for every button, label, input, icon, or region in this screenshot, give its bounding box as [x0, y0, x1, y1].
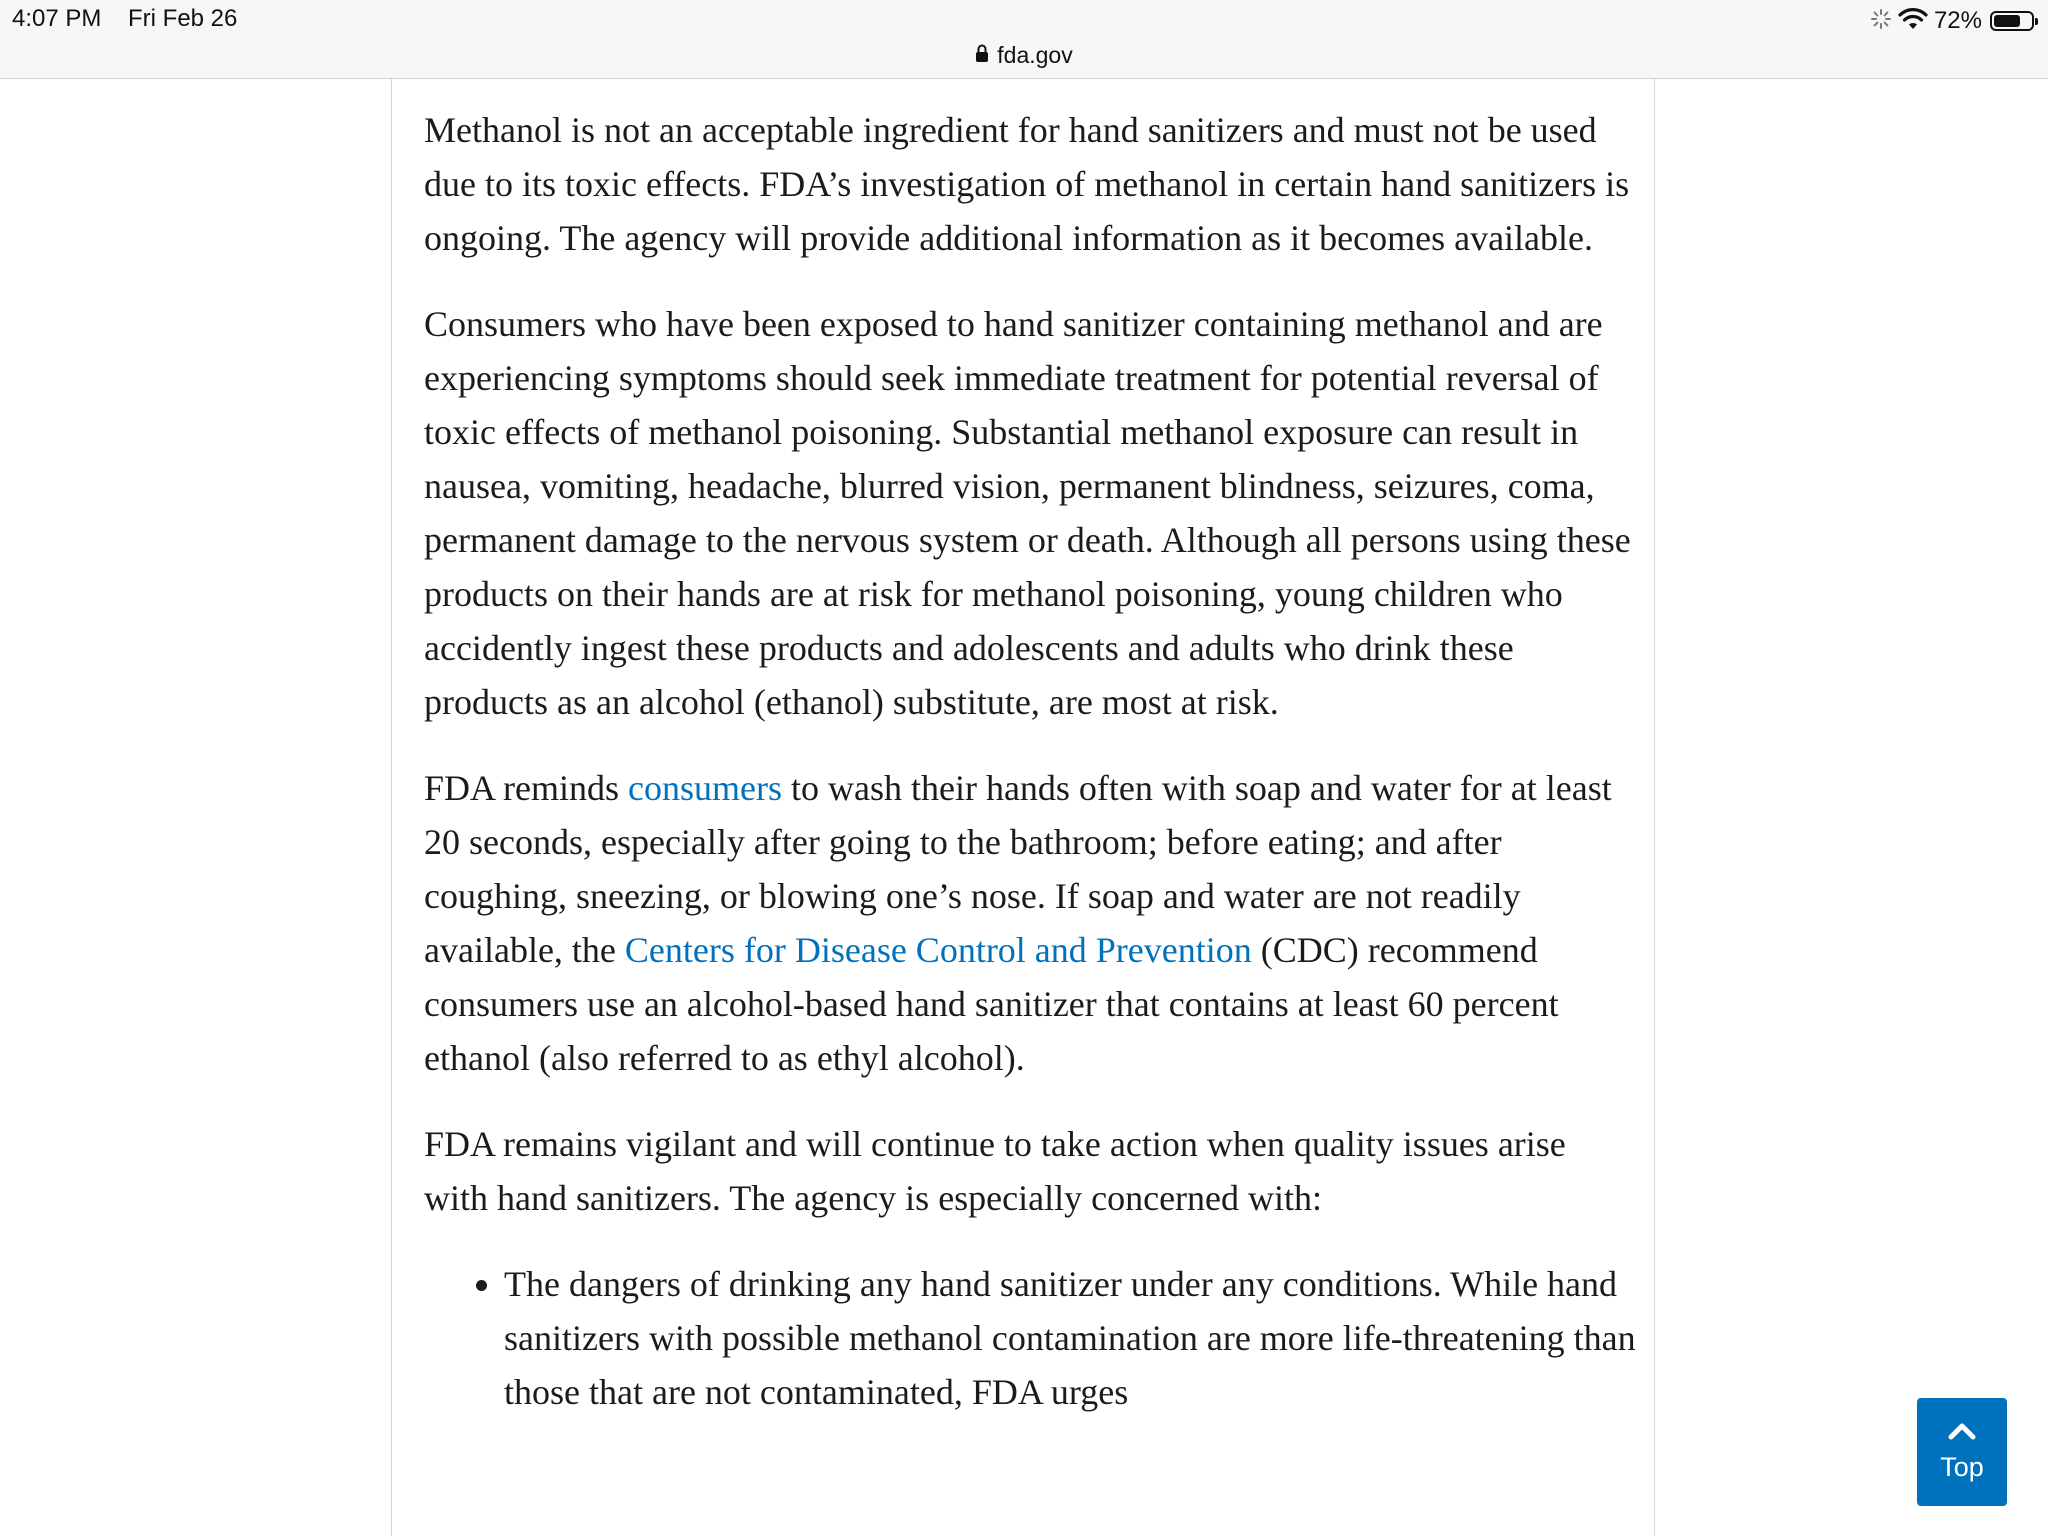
article-body	[424, 103, 1638, 1419]
status-bar	[0, 0, 2048, 79]
cdc-link[interactable]: Centers for Disease Control and Prevention	[624, 930, 1252, 970]
status-date: Fri Feb 26	[128, 5, 238, 32]
wifi-icon	[1898, 7, 1928, 36]
paragraph-consumers-exposed: Consumers who have been exposed to hand sanitizer containing methanol and are experiencing symptoms should seek immediate treatment for potential reversal of toxic effects of methanol poisoning. Substantial methanol exposure can result in nausea, vomiting, headache, blurred vision, permanent blindness, seizures, coma, permanent damage to the nervous system or death. Although all persons using these products on their hands are at risk for methanol poisoning, young children who accidently ingest these products and adolescents and adults who drink these products as an alcohol (ethanol) substitute, are most at risk.	[424, 304, 1631, 722]
list-item: • The dangers of drinking any hand sanitizer under any conditions. While hand sanitizers with possible methanol contamination are more life-threatening than those that are not contaminated, FDA urges	[504, 1257, 1638, 1419]
battery-percent: 72%	[1933, 7, 1982, 34]
content-column	[391, 79, 1655, 1536]
p3-text-3: (CDC) recommend consumers use an alcohol-based hand sanitizer that contains at least 60 percent ethanol (also referred to as ethyl alcohol).	[424, 930, 1559, 1078]
address-bar[interactable]	[0, 39, 2048, 71]
status-indicators	[1870, 4, 2034, 38]
battery-fill	[1994, 15, 2020, 27]
paragraph-methanol-not-acceptable: Methanol is not an acceptable ingredient for hand sanitizers and must not be used due to its toxic effects. FDA’s investigation of methanol in certain hand sanitizers is ongoing. The agency will provide additional information as it becomes available.	[424, 110, 1630, 258]
back-to-top-button[interactable]	[1917, 1398, 2007, 1506]
back-to-top-label: Top	[1940, 1452, 1984, 1482]
p3-text-2: to wash their hands often with soap and water for at least 20 seconds, especially after going to the bathroom; before eating; and after coughing, sneezing, or blowing one’s nose. If soap and water are not readily available, the	[424, 768, 1612, 970]
url-text[interactable]: fda.gov	[997, 41, 1073, 68]
p3-text-1: FDA reminds	[424, 768, 629, 808]
lock-icon	[975, 43, 989, 68]
concerns-list	[424, 1257, 1638, 1419]
status-time: 4:07 PM	[12, 5, 102, 32]
paragraph-fda-reminds	[424, 761, 1638, 1085]
battery-icon	[1990, 11, 2034, 31]
activity-spinner-icon	[1870, 8, 1892, 35]
chevron-up-icon	[1947, 1421, 1977, 1446]
paragraph-fda-vigilant: FDA remains vigilant and will continue to take action when quality issues arise with hand sanitizers. The agency is especially concerned with:	[424, 1124, 1566, 1218]
consumers-link[interactable]: consumers	[628, 768, 782, 808]
